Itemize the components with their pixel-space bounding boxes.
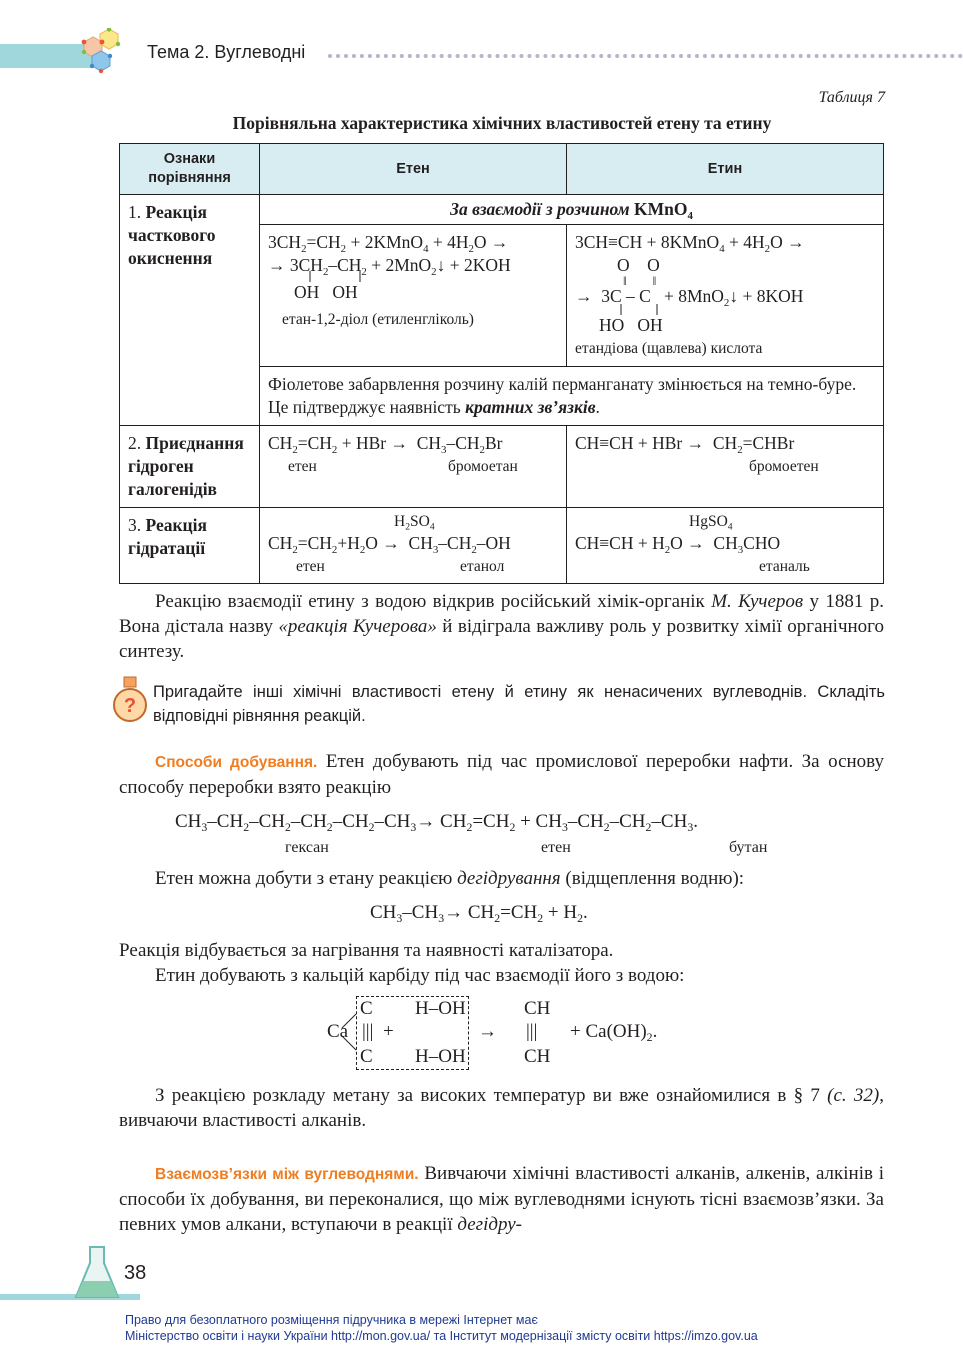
ethane-dehydrogenation-equation: $CH_3-CH_3\to CH_2=CH_2 + H_2$.: [370, 902, 588, 926]
ethene-oxidation-equation: $3CH_2=CH_2$ + 2KMnO$_4$ + $4H_2O$ → → $3CH_2-CH_2$ + 2MnO$_2$↓ + 2KOH OH OH етан-1,2-діол (етиленгліколь): [260, 225, 567, 367]
table-caption: Таблиця 7: [818, 89, 885, 106]
table-row: [120, 426, 884, 508]
subheader-kmno4: За взаємодії з розчином KMnO$_4$: [260, 195, 884, 225]
row-label-hydration: 3. Реакція гідратації: [120, 508, 260, 584]
hexagon-logo-icon: [62, 28, 130, 84]
footer-line-1: Право для безоплатного розміщення підручника в мережі Інтернет має: [125, 1313, 538, 1327]
table-row: [120, 508, 884, 584]
label-butane: бутан: [729, 839, 768, 856]
dehydrogenation-paragraph: Етен можна добути з етану реакцією дегідрування (відщеплення водню):: [155, 868, 745, 889]
table-title: Порівняльна характеристика хімічних властивостей етену та етину: [232, 113, 772, 133]
label-hexane: гексан: [285, 839, 329, 856]
hexane-cracking-equation: $CH_3-CH_2-CH_2-CH_2-CH_2-CH_3\to CH_2=CH_2 + CH_3-CH_2-CH_2-CH_3$.: [175, 811, 698, 835]
interrelations-paragraph: Взаємозв’язки між вуглеводнями. Вивчаючи хімічні властивості алканів, алкенів, алкінів і способи їх добування, ви переконалися, що між вуглеводнями існують тісні взаємозв’язки. За певних умов алкани, вступаючи в реакції дегідру-: [119, 1163, 885, 1235]
catalyst-sentence: Реакція відбувається за нагрівання та наявності каталізатора.: [119, 940, 614, 961]
kucherov-paragraph: Реакцію взаємодії етину з водою відкрив російський хімік-органік М. Кучеров у 1881 р. Вона дістала назву «реакція Кучерова» й відіграла важливу роль у розвитку хімії органічного синтезу.: [119, 591, 885, 662]
ethyne-oxidation-equation: 3CH≡CH + 8KMnO$_4$ + $4H_2O$ → O O ‖ ‖ → 3C – C + 8MnO$_2$↓ + 8KOH HO OH етандіова (щавлева) кислота: [567, 225, 884, 367]
header-title: Тема 2. Вуглеводні: [147, 42, 306, 62]
ethyne-hbr-equation: CH≡CH + HBr → $CH_2=CHBr$ бромоетен: [567, 426, 884, 508]
ethene-hbr-equation: $CH_2=CH_2$ + HBr → $CH_3-CH_2Br$ етен бромоетан: [260, 426, 567, 508]
header-cell-ethene: Етен: [260, 144, 567, 195]
header-cell-criteria: Ознаки порівняння: [120, 144, 260, 195]
obtaining-paragraph: Способи добування. Етен добувають під час промислової переробки нафти. За основу способу переробки взято реакцію: [119, 751, 884, 798]
ethene-hydration-equation: $H_2SO_4$ $CH_2=CH_2+H_2O \to CH_3-CH_2-OH$ етен етанол: [260, 508, 567, 584]
table-header-row: [120, 144, 884, 195]
section-title-obtaining: Способи добування.: [155, 754, 318, 771]
header-dotted-line: [328, 54, 963, 58]
erlenmeyer-flask-icon: [74, 1245, 120, 1301]
calcium-carbide-equation: C ||| C Ca + H–OH H–OH → CH ||| CH + $Ca(OH)_2$.: [326, 996, 686, 1072]
label-ethene: етен: [541, 839, 571, 856]
page-number: 38: [124, 1262, 147, 1284]
row-label-oxidation: 1. Реакція часткового окиснення: [120, 195, 260, 426]
oxidation-observation: Фіолетове забарвлення розчину калій перманганату змінюється на темно-буре. Це підтверджує наявність кратних зв’язків.: [260, 367, 884, 426]
footer-line-2: Міністерство освіти і науки України http://mon.gov.ua/ та Інститут модернізації змісту освіти https://imzo.gov.ua: [125, 1329, 758, 1343]
row-label-hydrohalogenation: 2. Приєднання гідроген галогенідів: [120, 426, 260, 508]
table-row: [120, 195, 884, 225]
task-text: Пригадайте інші хімічні властивості етену й етину як ненасичених вуглеводнів. Складіть відповідні рівняння реакцій.: [153, 683, 885, 725]
section-title-interrelations: Взаємозв’язки між вуглеводнями.: [155, 1166, 419, 1183]
svg-text:?: ?: [123, 695, 137, 717]
comparison-table: [119, 143, 884, 584]
header-cell-ethyne: Етин: [567, 144, 884, 195]
carbide-sentence: Етин добувають з кальцій карбіду під час взаємодії його з водою:: [155, 965, 685, 986]
methane-paragraph: З реакцією розкладу метану за високих температур ви вже ознайомилися в § 7 (с. 32), вивчаючи властивості алканів.: [119, 1085, 885, 1131]
ethyne-hydration-equation: HgSO$_4$ $CH\equiv CH + H_2O \to CH_3CHO$ етаналь: [567, 508, 884, 584]
flask-question-icon: [110, 675, 150, 723]
